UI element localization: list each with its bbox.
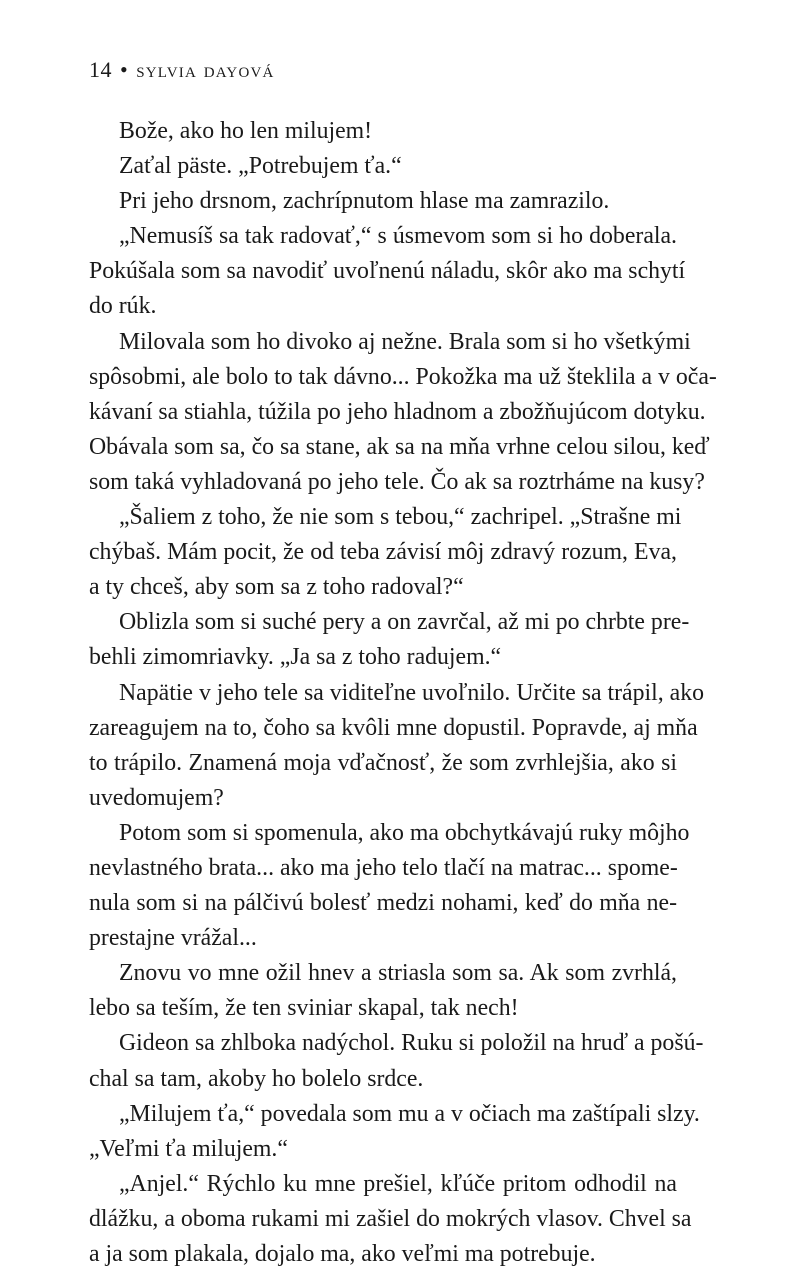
text-line: zareagujem na to, čoho sa kvôli mne dopustil. Popravde, aj mňa <box>89 714 698 741</box>
text-line: Bože, ako ho len milujem! <box>119 118 373 144</box>
text-line: Pri jeho drsnom, zachrípnutom hlase ma zamrazilo. <box>119 188 610 215</box>
text-line: lebo sa teším, že ten sviniar skapal, tak nech! <box>89 995 519 1022</box>
text-line: Oblizla som si suché pery a on zavrčal, až mi po chrbte pre- <box>119 609 690 636</box>
text-line: Obávala som sa, čo sa stane, ak sa na mňa vrhne celou silou, keď <box>89 433 710 460</box>
text-line: Milovala som ho divoko aj nežne. Brala som si ho všetkými <box>119 328 691 355</box>
running-head-author: sylvia dayová <box>136 57 275 82</box>
text-line: kávaní sa stiahla, túžila po jeho hladnom a zbožňujúcom dotyku. <box>89 398 706 425</box>
body-text <box>89 114 717 1272</box>
page-number: 14 <box>89 57 112 82</box>
text-line: do rúk. <box>89 293 157 320</box>
text-line: „Šaliem z toho, že nie som s tebou,“ zachripel. „Strašne mi <box>119 504 682 531</box>
text-line: Zaťal päste. „Potrebujem ťa.“ <box>119 153 402 180</box>
text-line: prestajne vrážal... <box>89 925 257 952</box>
text-line: Pokúšala som sa navodiť uvoľnenú náladu, skôr ako ma schytí <box>89 258 686 285</box>
text-line: spôsobmi, ale bolo to tak dávno... Pokožka ma už šteklila a v oča- <box>89 363 717 390</box>
text-line: Gideon sa zhlboka nadýchol. Ruku si položil na hruď a pošú- <box>119 1030 704 1057</box>
text-line: chýbaš. Mám pocit, že od teba závisí môj zdravý rozum, Eva, <box>89 539 677 566</box>
text-line: a ty chceš, aby som sa z toho radoval?“ <box>89 574 464 601</box>
running-head <box>89 57 275 83</box>
text-line: behli zimomriavky. „Ja sa z toho radujem.“ <box>89 644 502 671</box>
text-line: to trápilo. Znamená moja vďačnosť, že som zvrhlejšia, ako si <box>89 749 677 776</box>
text-line: Znovu vo mne ožil hnev a striasla som sa. Ak som zvrhlá, <box>119 960 677 987</box>
text-line: Potom som si spomenula, ako ma obchytkávajú ruky môjho <box>119 819 690 846</box>
text-line: „Anjel.“ Rýchlo ku mne prešiel, kľúče pritom odhodil na <box>119 1170 677 1197</box>
text-line: nula som si na pálčivú bolesť medzi nohami, keď do mňa ne- <box>89 890 677 917</box>
text-line: dlážku, a oboma rukami mi zašiel do mokrých vlasov. Chvel sa <box>89 1205 692 1232</box>
running-head-separator: • <box>120 57 129 82</box>
text-line: chal sa tam, akoby ho bolelo srdce. <box>89 1065 424 1092</box>
text-line: „Veľmi ťa milujem.“ <box>89 1135 288 1162</box>
text-line: Napätie v jeho tele sa viditeľne uvoľnilo. Určite sa trápil, ako <box>119 679 704 706</box>
text-line: nevlastného brata... ako ma jeho telo tlačí na matrac... spome- <box>89 854 678 881</box>
text-line: „Milujem ťa,“ povedala som mu a v očiach ma zaštípali slzy. <box>119 1100 700 1127</box>
text-line: som taká vyhladovaná po jeho tele. Čo ak sa roztrháme na kusy? <box>89 468 705 495</box>
text-line: a ja som plakala, dojalo ma, ako veľmi ma potrebuje. <box>89 1241 596 1267</box>
text-line: uvedomujem? <box>89 784 224 811</box>
text-line: „Nemusíš sa tak radovať,“ s úsmevom som si ho doberala. <box>119 223 677 250</box>
